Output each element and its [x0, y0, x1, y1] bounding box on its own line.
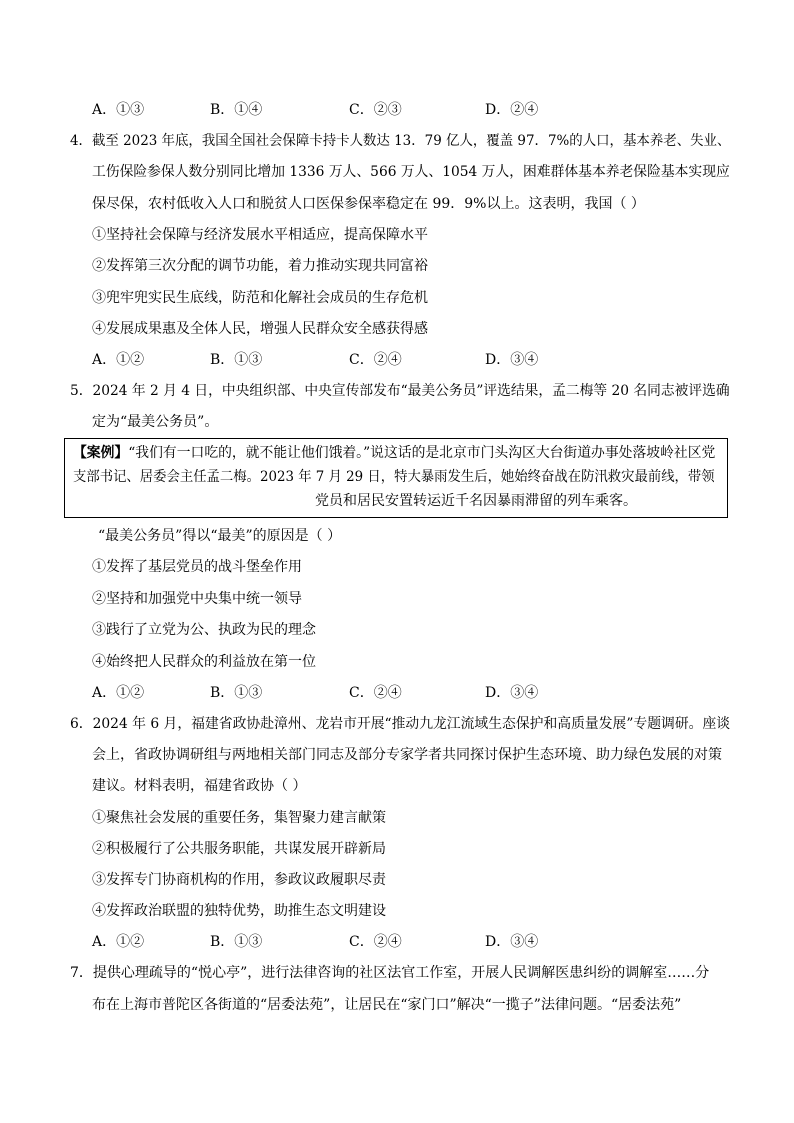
q5-stem-line-1: 5．2024 年 2 月 4 日，中央组织部、中央宣传部发布“最美公务员”评选结果，孟二梅等 20 名同志被评选确	[70, 383, 730, 399]
q5-option-b[interactable]: B．①③	[210, 685, 263, 701]
q4-stem-line-2: 工伤保险参保人数分别同比增加 1336 万人、566 万人、1054 万人，困难群体基本养老保险基本实现应	[92, 164, 730, 180]
q5-item-3: ③践行了立党为公、执政为民的理念	[92, 622, 316, 638]
q3-option-d[interactable]: D．②④	[485, 102, 539, 118]
q5-item-4: ④始终把人民群众的利益放在第一位	[92, 654, 316, 670]
q3-option-a[interactable]: A．①③	[92, 102, 145, 118]
case-box	[64, 438, 728, 518]
q6-option-a[interactable]: A．①②	[92, 934, 145, 950]
q6-option-c[interactable]: C．②④	[349, 934, 402, 950]
q7-stem-line-1: 7．提供心理疏导的“悦心亭”，进行法律咨询的社区法官工作室，开展人民调解医患纠纷的调解室……分	[70, 965, 710, 981]
q4-option-b[interactable]: B．①③	[210, 352, 263, 368]
case-line-3: 党员和居民安置转运近千名因暴雨滞留的列车乘客。	[315, 493, 637, 509]
q6-stem-line-2: 会上，省政协调研组与两地相关部门同志及部分专家学者共同探讨保护生态环境、助力绿色发展的对策	[92, 747, 722, 763]
case-line-2: 支部书记、居委会主任孟二梅。2023 年 7 月 29 日，特大暴雨发生后，她始终奋战在防汛救灾最前线，带领	[73, 469, 715, 485]
q6-option-d[interactable]: D．③④	[485, 934, 539, 950]
q5-item-1: ①发挥了基层党员的战斗堡垒作用	[92, 559, 302, 575]
q5-option-d[interactable]: D．③④	[485, 685, 539, 701]
case-text-1: “我们有一口吃的，就不能让他们饿着。”说这话的是北京市门头沟区大台街道办事处落坡岭社区党	[128, 445, 716, 461]
q4-item-4: ④发展成果惠及全体人民，增强人民群众安全感获得感	[92, 321, 428, 337]
q6-item-1: ①聚焦社会发展的重要任务，集智聚力建言献策	[92, 810, 386, 826]
q4-stem-line-1: 4．截至 2023 年底，我国全国社会保障卡持卡人数达 13．79 亿人，覆盖 97．7%的人口，基本养老、失业、	[70, 133, 731, 149]
case-line-1	[73, 443, 715, 463]
q6-item-3: ③发挥专门协商机构的作用，参政议政履职尽责	[92, 872, 386, 888]
q6-item-2: ②积极履行了公共服务职能，共谋发展开辟新局	[92, 841, 386, 857]
q4-item-1: ①坚持社会保障与经济发展水平相适应，提高保障水平	[92, 227, 428, 243]
case-label: 【案例】	[73, 445, 129, 461]
q4-item-3: ③兜牢兜实民生底线，防范和化解社会成员的生存危机	[92, 290, 428, 306]
q6-item-4: ④发挥政治联盟的独特优势，助推生态文明建设	[92, 903, 386, 919]
q3-option-c[interactable]: C．②③	[349, 102, 402, 118]
q6-stem-line-3: 建议。材料表明，福建省政协（ ）	[92, 778, 307, 794]
q5-stem-line-2: 定为“最美公务员”。	[92, 414, 219, 430]
q3-option-b[interactable]: B．①④	[210, 102, 263, 118]
q5-option-a[interactable]: A．①②	[92, 685, 145, 701]
q4-stem-line-3: 保尽保，农村低收入人口和脱贫人口医保参保率稳定在 99．9%以上。这表明，我国（ ）	[92, 196, 645, 212]
q7-stem-line-2: 布在上海市普陀区各街道的“居委法苑”，让居民在“家门口”解决“一揽子”法律问题。“居委法苑”	[92, 997, 682, 1013]
q4-item-2: ②发挥第三次分配的调节功能，着力推动实现共同富裕	[92, 258, 428, 274]
q4-option-a[interactable]: A．①②	[92, 352, 145, 368]
q6-stem-line-1: 6．2024 年 6 月，福建省政协赴漳州、龙岩市开展“推动九龙江流域生态保护和高质量发展”专题调研。座谈	[70, 716, 731, 732]
q5-option-c[interactable]: C．②④	[349, 685, 402, 701]
q5-question: “最美公务员”得以“最美”的原因是（ ）	[98, 528, 342, 544]
q5-item-2: ②坚持和加强党中央集中统一领导	[92, 591, 302, 607]
q4-option-d[interactable]: D．③④	[485, 352, 539, 368]
q6-option-b[interactable]: B．①③	[210, 934, 263, 950]
q4-option-c[interactable]: C．②④	[349, 352, 402, 368]
